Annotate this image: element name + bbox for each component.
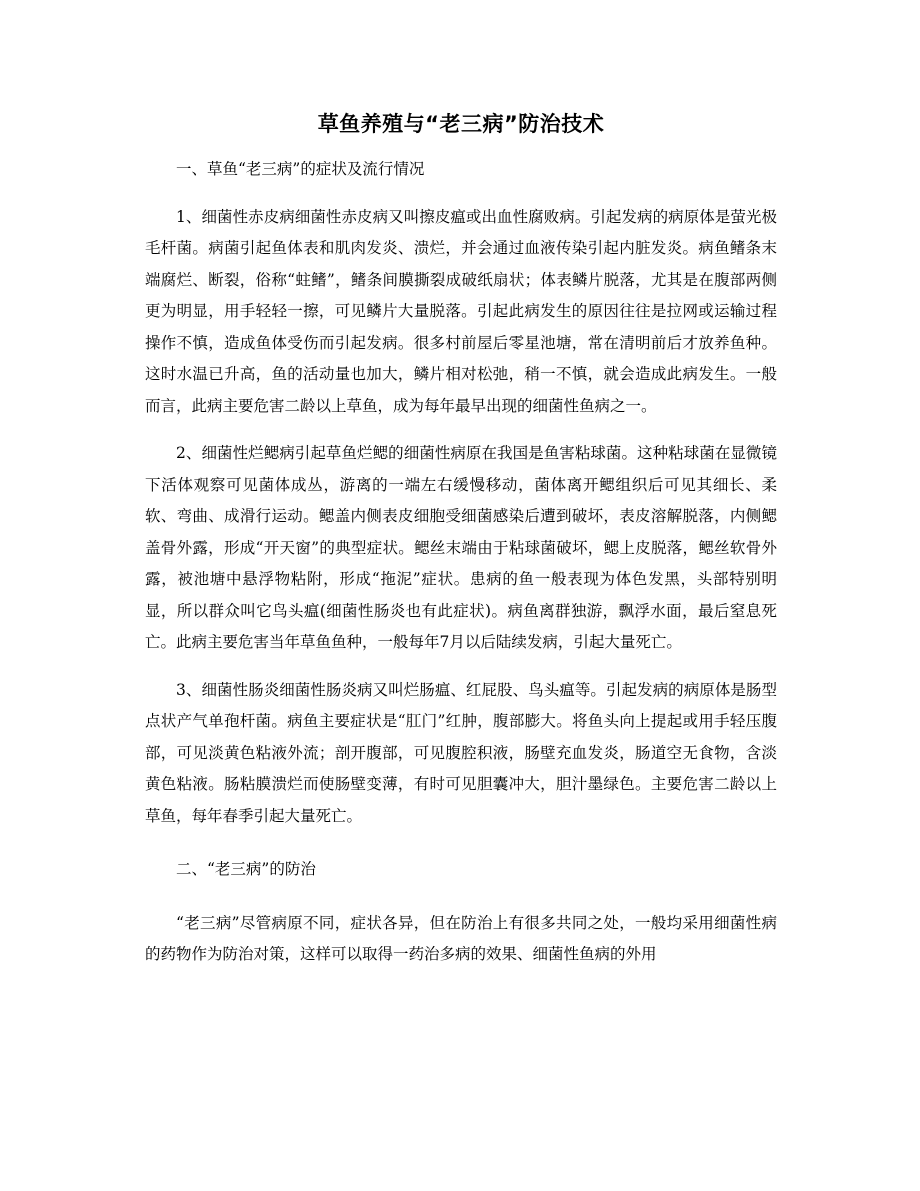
document-body	[145, 104, 777, 971]
paragraph-red-skin-disease: 1、细菌性赤皮病细菌性赤皮病又叫擦皮瘟或出血性腐败病。引起发病的病原体是萤光极毛杆菌。病菌引起鱼体表和肌肉发炎、溃烂，并会通过血液传染引起内脏发炎。病鱼鳍条末端腐烂、断裂，俗称“蛀鳍”，鳍条间膜撕裂成破纸扇状；体表鳞片脱落，尤其是在腹部两侧更为明显，用手轻轻一擦，可见鳞片大量脱落。引起此病发生的原因往往是拉网或运输过程操作不慎，造成鱼体受伤而引起发病。很多村前屋后零星池塘，常在清明前后才放养鱼种。这时水温已升高，鱼的活动量也加大，鳞片相对松弛，稍一不慎，就会造成此病发生。一般而言，此病主要危害二龄以上草鱼，成为每年最早出现的细菌性鱼病之一。	[145, 207, 777, 415]
document-title: 草鱼养殖与“老三病”防治技术	[317, 112, 605, 136]
paragraph-gill-rot-disease: 2、细菌性烂鳃病引起草鱼烂鳃的细菌性病原在我国是鱼害粘球菌。这种粘球菌在显微镜下活体观察可见菌体成丛，游离的一端左右缓慢移动，菌体离开鳃组织后可见其细长、柔软、弯曲、成滑行运动。鳃盖内侧表皮细胞受细菌感染后遭到破坏，表皮溶解脱落，内侧鳃盖骨外露，形成“开天窗”的典型症状。鳃丝末端由于粘球菌破坏，鳃上皮脱落，鳃丝软骨外露，被池塘中悬浮物粘附，形成“拖泥”症状。患病的鱼一般表现为体色发黑，头部特别明显，所以群众叫它鸟头瘟(细菌性肠炎也有此症状)。病鱼离群独游，飘浮水面，最后窒息死亡。此病主要危害当年草鱼鱼种，一般每年7月以后陆续发病，引起大量死亡。	[145, 444, 777, 651]
paragraph-enteritis: 3、细菌性肠炎细菌性肠炎病又叫烂肠瘟、红屁股、鸟头瘟等。引起发病的病原体是肠型点状产气单孢杆菌。病鱼主要症状是“肛门”红肿，腹部膨大。将鱼头向上提起或用手轻压腹部，可见淡黄色粘液外流；剖开腹部，可见腹腔积液，肠壁充血发炎，肠道空无食物，含淡黄色粘液。肠粘膜溃烂而使肠壁变薄，有时可见胆囊冲大，胆汁墨绿色。主要危害二龄以上草鱼，每年春季引起大量死亡。	[145, 680, 777, 825]
section-2-heading: 二、“老三病”的防治	[176, 860, 316, 878]
paragraph-prevention: “老三病”尽管病原不同，症状各异，但在防治上有很多共同之处，一般均采用细菌性病的药物作为防治对策，这样可以取得一药治多病的效果、细菌性鱼病的外用	[145, 913, 777, 963]
section-1-heading: 一、草鱼“老三病”的症状及流行情况	[176, 160, 425, 178]
